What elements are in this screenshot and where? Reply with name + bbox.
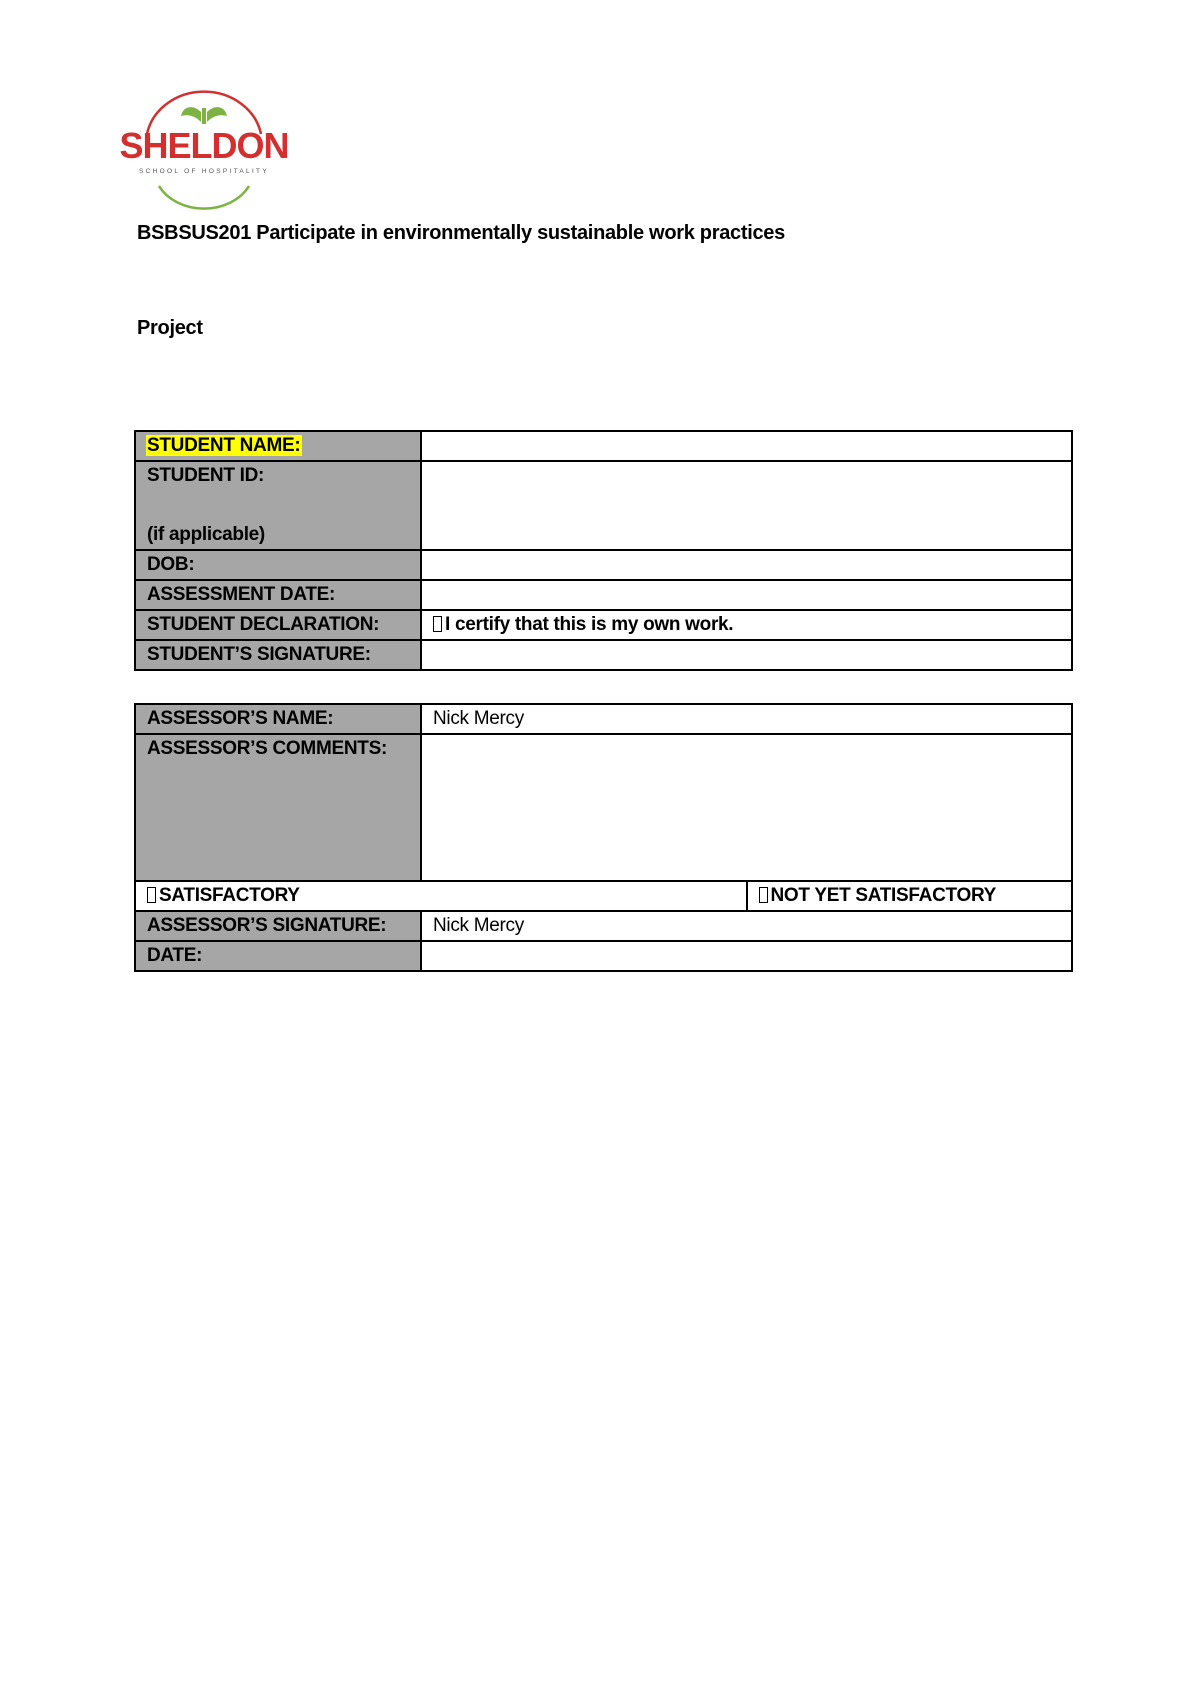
assessor-name-label: ASSESSOR’S NAME: xyxy=(135,704,421,734)
student-id-label-cell xyxy=(135,461,421,550)
satisfactory-cell xyxy=(135,881,747,911)
assessor-comments-label: ASSESSOR’S COMMENTS: xyxy=(135,734,421,881)
student-id-note: (if applicable) xyxy=(147,524,265,545)
assessor-date-row xyxy=(135,941,1072,971)
outcome-row xyxy=(135,881,1072,911)
assessor-comments-row xyxy=(135,734,1072,881)
not-yet-satisfactory-cell xyxy=(747,881,1073,911)
sheldon-logo xyxy=(119,90,289,206)
document-title: BSBSUS201 Participate in environmentally sustainable work practices xyxy=(137,222,785,244)
assessor-signature-field[interactable]: Nick Mercy xyxy=(421,911,1072,941)
svg-text:SHELDON: SHELDON xyxy=(119,125,289,166)
satisfactory-label: SATISFACTORY xyxy=(159,885,300,906)
student-signature-label: STUDENT’S SIGNATURE: xyxy=(135,640,421,670)
satisfactory-checkbox[interactable] xyxy=(147,887,156,903)
student-name-row xyxy=(135,431,1072,461)
student-details-table xyxy=(134,430,1073,671)
student-name-label: STUDENT NAME: xyxy=(147,435,301,456)
assessor-signature-row xyxy=(135,911,1072,941)
assessor-date-label: DATE: xyxy=(135,941,421,971)
assessor-signature-label: ASSESSOR’S SIGNATURE: xyxy=(135,911,421,941)
student-name-field[interactable] xyxy=(421,431,1072,461)
student-declaration-label: STUDENT DECLARATION: xyxy=(135,610,421,640)
not-yet-satisfactory-checkbox[interactable] xyxy=(759,887,768,903)
student-signature-row xyxy=(135,640,1072,670)
student-name-label-cell xyxy=(135,431,421,461)
student-signature-field[interactable] xyxy=(421,640,1072,670)
document-subtitle: Project xyxy=(137,317,203,339)
assessor-date-field[interactable] xyxy=(421,941,1072,971)
assessor-name-field[interactable]: Nick Mercy xyxy=(421,704,1072,734)
student-id-label: STUDENT ID: xyxy=(147,465,265,486)
student-declaration-row xyxy=(135,610,1072,640)
assessor-comments-field[interactable] xyxy=(421,734,1072,881)
student-declaration-cell xyxy=(421,610,1072,640)
assessor-details-table xyxy=(134,703,1073,972)
dob-row xyxy=(135,550,1072,580)
svg-text:SCHOOL OF HOSPITALITY: SCHOOL OF HOSPITALITY xyxy=(139,168,269,175)
not-yet-satisfactory-label: NOT YET SATISFACTORY xyxy=(770,885,997,906)
dob-label: DOB: xyxy=(135,550,421,580)
dob-field[interactable] xyxy=(421,550,1072,580)
assessor-name-row xyxy=(135,704,1072,734)
assessment-date-label: ASSESSMENT DATE: xyxy=(135,580,421,610)
declaration-checkbox[interactable] xyxy=(433,616,442,632)
assessment-date-row xyxy=(135,580,1072,610)
student-id-field[interactable] xyxy=(421,461,1072,550)
student-id-row xyxy=(135,461,1072,550)
declaration-text: I certify that this is my own work. xyxy=(445,614,734,635)
assessment-date-field[interactable] xyxy=(421,580,1072,610)
